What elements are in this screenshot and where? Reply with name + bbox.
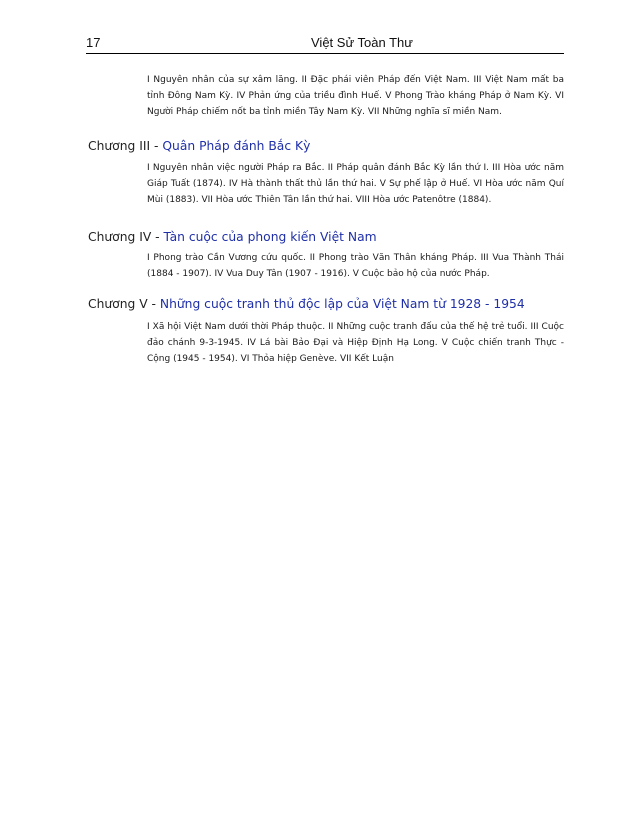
book-title: Việt Sử Toàn Thư xyxy=(311,35,413,50)
chapter-4-summary: I Phong trào Cần Vương cứu quốc. II Phong trào Văn Thân kháng Pháp. III Vua Thành Thái (1884 - 1907). IV Vua Duy Tân (1907 - 1916). V Cuộc bảo hộ của nước Pháp. xyxy=(147,253,564,279)
chapter-4-heading xyxy=(88,230,377,244)
chapter-3-heading xyxy=(88,139,310,153)
chapter-5-title: Những cuộc tranh thủ độc lập của Việt Nam từ 1928 - 1954 xyxy=(159,297,525,311)
chapter-4-separator: - xyxy=(151,230,164,244)
intro-summary: I Nguyên nhân của sự xâm lăng. II Đặc phái viên Pháp đến Việt Nam. III Việt Nam mất ba tỉnh Đông Nam Kỳ. IV Phản ứng của triều đình Huế. V Phong Trào kháng Pháp ở Nam Kỳ. VI Người Pháp chiếm nốt ba tỉnh miền Tây Nam Kỳ. VII Những nghĩa sĩ miền Nam. xyxy=(147,75,564,117)
chapter-5-label: Chương V xyxy=(88,297,148,311)
chapter-5-summary: I Xã hội Việt Nam dưới thời Pháp thuộc. II Những cuộc tranh đấu của thế hệ trẻ tuổi. III Cuộc đảo chánh 9-3-1945. IV Lá bài Bảo Đại và Hiệp Định Hạ Long. V Cuộc chiến tranh Thực - Cộng (1945 - 1954). VI Thỏa hiệp Genève. VII Kết Luận xyxy=(147,322,564,364)
chapter-5-separator: - xyxy=(147,297,160,311)
page-number: 17 xyxy=(86,35,101,50)
chapter-4-label: Chương IV xyxy=(88,230,152,244)
chapter-3-summary: I Nguyên nhân việc người Pháp ra Bắc. II Pháp quân đánh Bắc Kỳ lần thứ I. III Hòa ước năm Giáp Tuất (1874). IV Hà thành thất thủ lần thứ hai. V Sự phế lập ở Huế. VI Hòa ước năm Quí Mùi (1883). VII Hòa ước Thiên Tân lần thứ hai. VIII Hòa ước Patenôtre (1884). xyxy=(147,163,564,205)
page-header xyxy=(86,33,564,54)
chapter-3-label: Chương III xyxy=(88,139,151,153)
chapter-4-title: Tàn cuộc của phong kiến Việt Nam xyxy=(163,230,377,244)
chapter-3-title: Quân Pháp đánh Bắc Kỳ xyxy=(162,139,311,153)
chapter-5-heading xyxy=(88,297,525,311)
chapter-3-separator: - xyxy=(150,139,163,153)
